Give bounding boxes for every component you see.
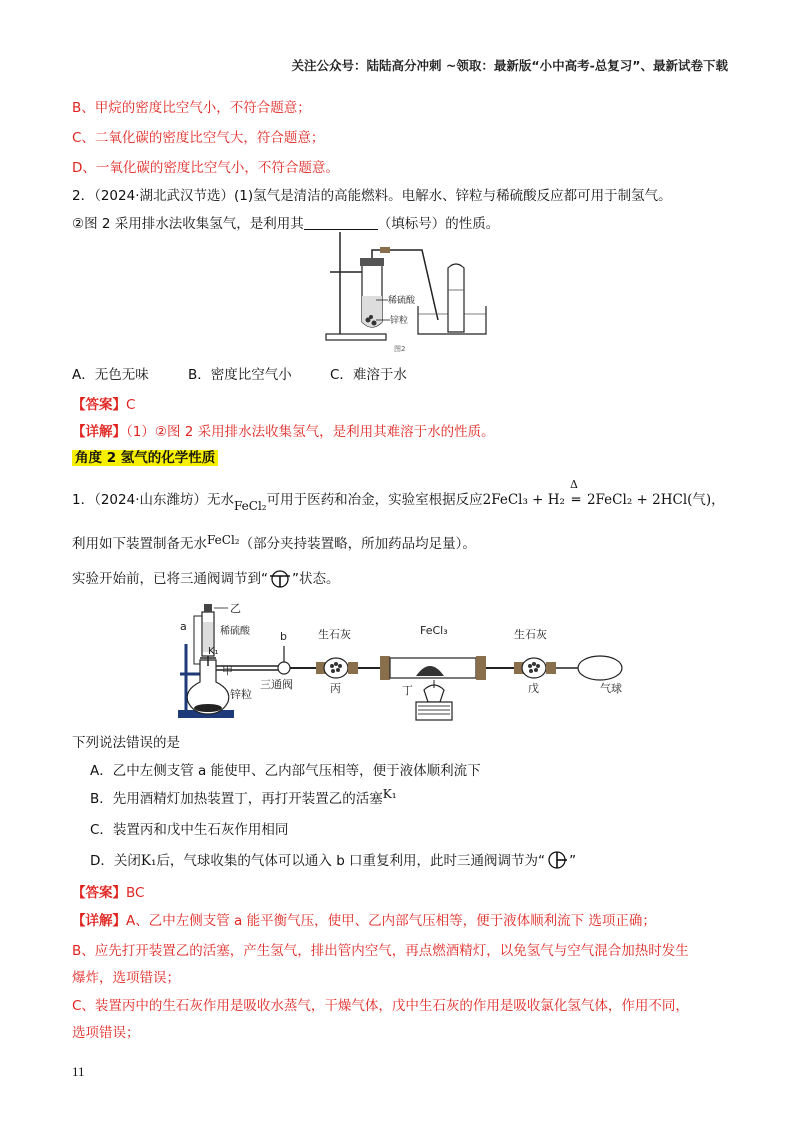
q1-line2-pre: 利用如下装置制备无水 [72,536,207,552]
prev-answer-d: D、一氧化碳的密度比空气小，不符合题意。 [72,160,339,176]
q2-option-c[interactable]: C．难溶于水 [330,367,407,383]
q1-option-a[interactable]: A．乙中左侧支管 a 能使甲、乙内部气压相等，便于液体顺利流下 [90,763,481,779]
explain-label: 【详解】 [72,913,126,929]
q1-prompt: 下列说法错误的是 [72,735,180,751]
q1-option-d-mid: 后，气球收集的气体可以通入 b 口重复利用，此时三通阀调节为“ [156,853,546,869]
explain-label: 【详解】 [72,424,126,440]
explain-a-text: A、乙中左侧支管 a 能平衡气压，使甲、乙内部气压相等，便于液体顺利流下 选项正确； [126,913,656,929]
q2-options [72,363,407,383]
q1-line3-pre: 实验开始前，已将三通阀调节到“ [72,571,268,587]
label-zinc: 锌粒 [230,688,252,701]
q2-source: （2024·湖北武汉节选） [94,188,234,204]
label-k1: K₁ [208,646,219,657]
label-fecl3: FeCl₃ [420,624,448,637]
three-way-valve [278,662,290,674]
answer-label: 【答案】 [72,885,126,901]
q1-source: （2024·山东潍坊）无水 [94,492,234,508]
label-dilute-acid: 稀硫酸 [388,296,416,306]
label-lime-2: 生石灰 [514,628,547,641]
q2-number: 2． [72,188,95,204]
label-valve: 三通阀 [260,678,293,691]
q1-stem-line1 [72,478,725,513]
q1-number: 1． [72,492,95,508]
label-balloon: 气球 [600,682,622,695]
q1-option-d-pre: D．关闭 [90,853,141,869]
prev-answer-b: B、甲烷的密度比空气小，不符合题意； [72,100,311,116]
q1-option-d-post: ” [569,853,577,869]
figure-apparatus [168,594,648,724]
label-jia: 甲 [222,664,233,677]
reaction-left: 2FeCl₃ + H₂ [482,492,565,508]
label-acid: 稀硫酸 [220,626,250,637]
q1-line3-post: ”状态。 [292,571,340,587]
q1-option-c[interactable]: C．装置丙和戊中生石灰作用相同 [90,822,289,838]
q2-explanation [72,420,495,440]
formula-fecl2-2: FeCl₂ [207,533,240,547]
answer-value: C [126,397,136,413]
formula-fecl2: FeCl₂ [234,499,267,513]
q1-option-d[interactable] [90,849,576,870]
q1-answer [72,881,144,901]
answer-label: 【答案】 [72,397,126,413]
label-bing: 丙 [330,682,341,695]
dryer-wu [522,658,546,678]
label-ding: 丁 [402,684,413,697]
page-number: 11 [72,1064,85,1079]
section-heading [72,446,218,466]
reaction-equation: 2FeCl₃ + H₂ Δ ═ 2FeCl₂ + 2HCl(气) [482,478,712,508]
label-yi: 乙 [230,602,241,615]
stand-base [326,334,386,340]
q2-option-b[interactable]: B．密度比空气小 [188,367,292,383]
section-title: 角度 2 氢气的化学性质 [72,450,218,466]
q2-sub-post: （填标号）的性质。 [377,216,500,232]
answer-value: BC [126,885,145,901]
k1-symbol: K₁ [382,787,397,801]
label-lime-1: 生石灰 [318,628,351,641]
reaction-right: 2FeCl₂ + 2HCl(气) [586,492,712,508]
label-a: a [180,620,187,633]
q2-stem [72,184,672,204]
q1-stem-mid: 可用于医药和冶金，实验室根据反应 [266,492,483,508]
label-b: b [280,630,287,643]
q2-answer [72,393,135,413]
zinc-granules [194,704,222,712]
q2-sub-pre: ②图 2 采用排水法收集氢气，是利用其 [72,216,304,232]
prev-answer-c: C、二氧化碳的密度比空气大，符合题意； [72,130,325,146]
collection-tube [448,264,464,332]
q1-explain-c2: 选项错误； [72,1025,140,1041]
explain-text: （1）②图 2 采用排水法收集氢气，是利用其难溶于水的性质。 [126,424,495,440]
page-header: 关注公众号：陆陆高分冲刺 ~领取：最新版“小中高考-总复习”、最新试卷下载 [291,58,728,73]
q1-stem-line3 [72,567,340,588]
q1-explain-c1: C、装置丙中的生石灰作用是吸收水蒸气，干燥气体，戊中生石灰的作用是吸收氯化氢气体，作用不同， [72,998,689,1014]
q1-stem-end: ， [711,492,725,508]
figure-2-apparatus [318,228,490,354]
label-wu: 戊 [528,682,539,695]
reaction-condition: Δ [569,478,578,491]
q1-line2-post: （部分夹持装置略，所加药品均足量）。 [239,536,476,552]
valve-state-icon [268,568,292,588]
valve-state-icon-d [545,850,569,870]
q1-explain-b1: B、应先打开装置乙的活塞，产生氢气，排出管内空气，再点燃酒精灯，以免氢气与空气混合加热时发生 [72,943,689,959]
balloon [578,656,622,680]
figure-caption: 图2 [394,345,406,353]
q2-option-a[interactable]: A．无色无味 [72,367,149,383]
q1-option-b[interactable] [90,787,397,807]
q1-stem-line2 [72,532,476,552]
k1-symbol-d: K₁ [140,853,157,869]
q1-option-b-text: B．先用酒精灯加热装置丁，再打开装置乙的活塞 [90,791,383,807]
q2-stem-text: (1)氢气是清洁的高能燃料。电解水、锌粒与稀硫酸反应都可用于制氢气。 [234,188,672,204]
rubber-stopper [360,258,384,266]
q1-explain-a [72,909,656,929]
label-zinc: 锌粒 [390,316,409,326]
q1-explain-b2: 爆炸，选项错误； [72,970,180,986]
dryer-bing [324,658,348,678]
